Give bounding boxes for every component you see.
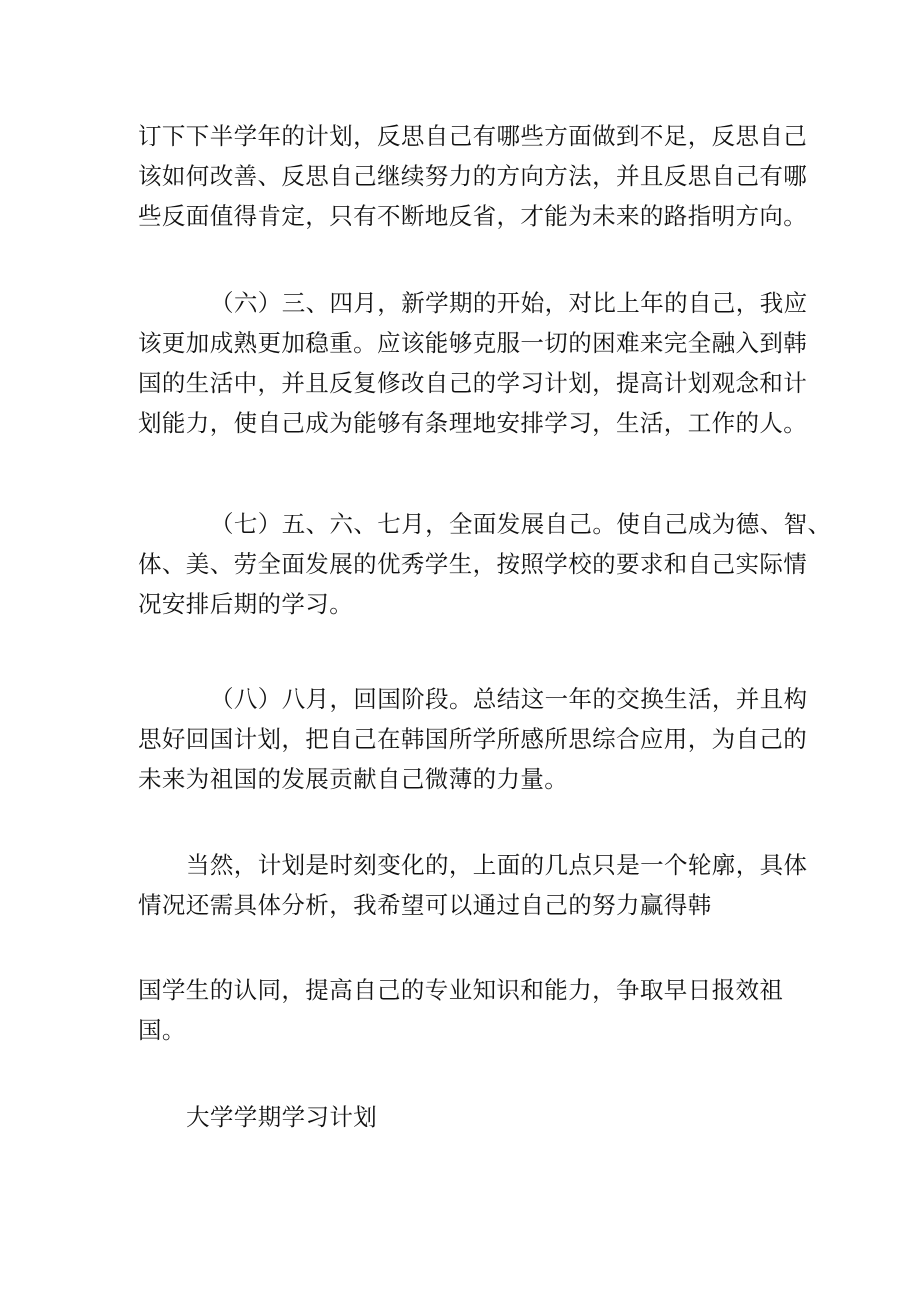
section-heading <box>186 1097 854 1137</box>
text-line: 思好回国计划，把自己在韩国所学所感所思综合应用，为自己的 <box>138 725 808 753</box>
text-line: 况安排后期的学习。 <box>138 590 354 618</box>
text-line: 些反面值得肯定，只有不断地反省，才能为未来的路指明方向。 <box>138 202 808 230</box>
paragraph-conclusion-continued <box>138 970 806 1050</box>
text-line: 该如何改善、反思自己继续努力的方向方法，并且反思自己有哪 <box>138 162 808 190</box>
paragraph-august <box>138 679 806 799</box>
paragraph-conclusion <box>138 845 806 925</box>
paragraph-march-april <box>138 283 806 443</box>
paragraph-may-june-july <box>138 504 832 624</box>
text-line: 体、美、劳全面发展的优秀学生，按照学校的要求和自己实际情 <box>138 550 808 578</box>
text-line: 当然，计划是时刻变化的，上面的几点只是一个轮廓，具体 <box>186 851 808 879</box>
heading-text: 大学学期学习计划 <box>186 1103 378 1131</box>
text-line: 国学生的认同，提高自己的专业知识和能力，争取早日报效祖 <box>138 976 784 1004</box>
text-line: （七）五、六、七月，全面发展自己。使自己成为德、智、 <box>210 510 832 538</box>
text-line: 该更加成熟更加稳重。应该能够克服一切的困难来完全融入到韩 <box>138 329 808 357</box>
text-line: （六）三、四月，新学期的开始，对比上年的自己，我应 <box>210 289 808 317</box>
text-line: 划能力，使自己成为能够有条理地安排学习，生活，工作的人。 <box>138 409 808 437</box>
text-line: 未来为祖国的发展贡献自己微薄的力量。 <box>138 765 569 793</box>
text-line: 国。 <box>138 1016 186 1044</box>
text-line: 情况还需具体分析，我希望可以通过自己的努力赢得韩 <box>138 891 712 919</box>
text-line: 国的生活中，并且反复修改自己的学习计划，提高计划观念和计 <box>138 369 808 397</box>
text-line: 订下下半学年的计划，反思自己有哪些方面做到不足，反思自己 <box>138 122 808 150</box>
paragraph-half-year-plan-reflection <box>138 116 806 236</box>
text-line: （八）八月，回国阶段。总结这一年的交换生活，并且构 <box>210 685 808 713</box>
